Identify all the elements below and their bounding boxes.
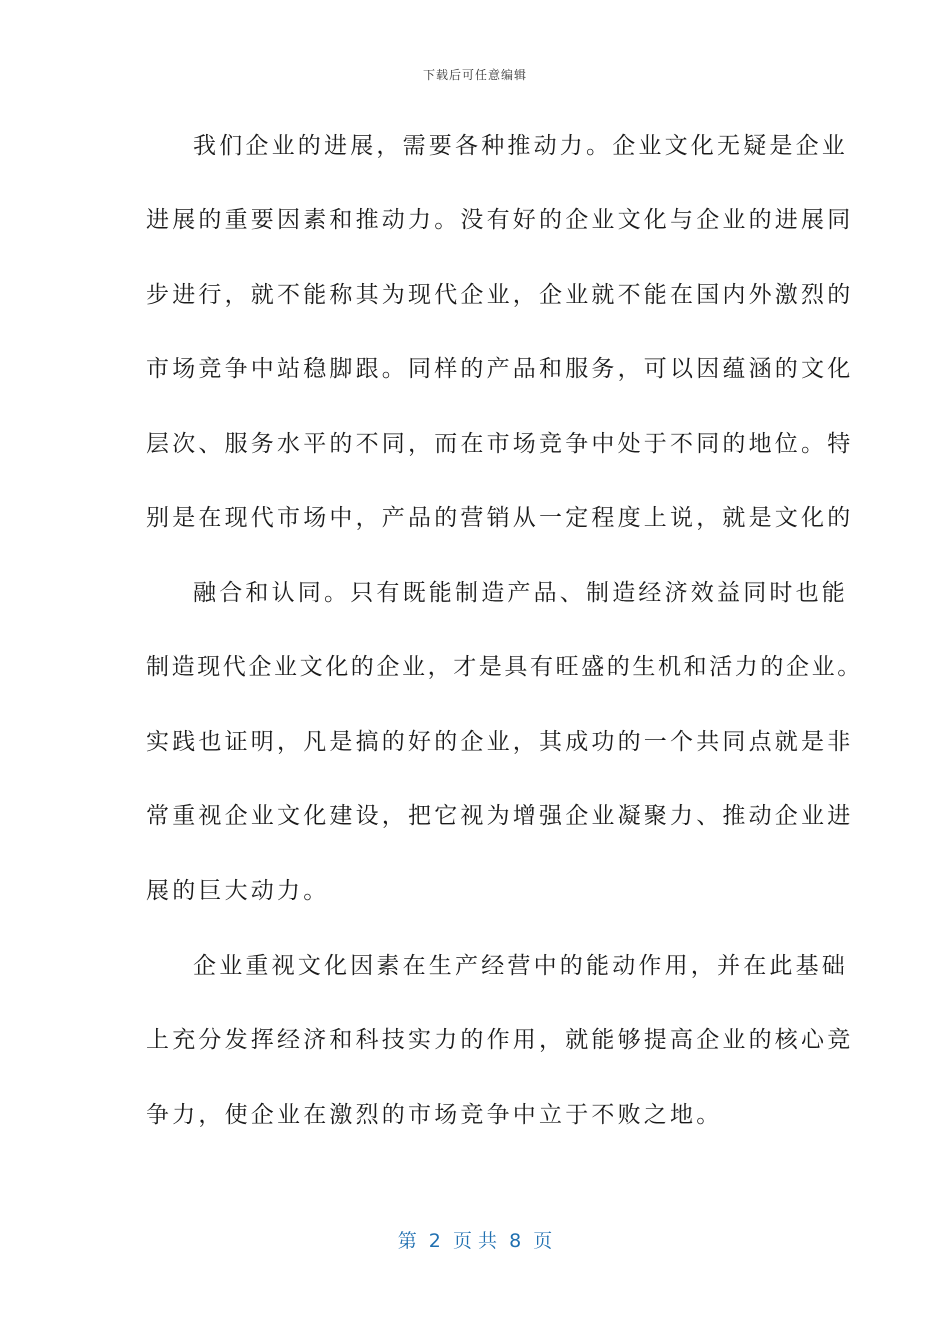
text-line: 展的巨大动力。 <box>146 878 330 904</box>
text-line: 我们企业的进展，需要各种推动力。企业文化无疑是企业 <box>193 133 848 159</box>
text-line: 制造现代企业文化的企业，才是具有旺盛的生机和活力的企业。 <box>146 654 863 680</box>
page-number-footer: 第 2 页 共 8 页 <box>397 1230 553 1252</box>
text-line: 步进行，就不能称其为现代企业，企业就不能在国内外激烈的 <box>146 282 854 308</box>
text-line: 进展的重要因素和推动力。没有好的企业文化与企业的进展同 <box>146 207 854 233</box>
text-line: 企业重视文化因素在生产经营中的能动作用，并在此基础 <box>193 953 848 979</box>
text-line: 上充分发挥经济和科技实力的作用，就能够提高企业的核心竞 <box>146 1027 854 1053</box>
page-header: 下载后可任意编辑 <box>422 68 527 82</box>
text-line: 市场竞争中站稳脚跟。同样的产品和服务，可以因蕴涵的文化 <box>146 356 854 382</box>
text-line: 层次、服务水平的不同，而在市场竞争中处于不同的地位。特 <box>146 431 854 457</box>
text-line: 别是在现代市场中，产品的营销从一定程度上说，就是文化的 <box>146 505 854 531</box>
text-line: 实践也证明，凡是搞的好的企业，其成功的一个共同点就是非 <box>146 729 854 755</box>
text-line: 争力，使企业在激烈的市场竞争中立于不败之地。 <box>146 1102 723 1128</box>
text-line: 常重视企业文化建设，把它视为增强企业凝聚力、推动企业进 <box>146 803 854 829</box>
text-line: 融合和认同。只有既能制造产品、制造经济效益同时也能 <box>193 580 848 606</box>
